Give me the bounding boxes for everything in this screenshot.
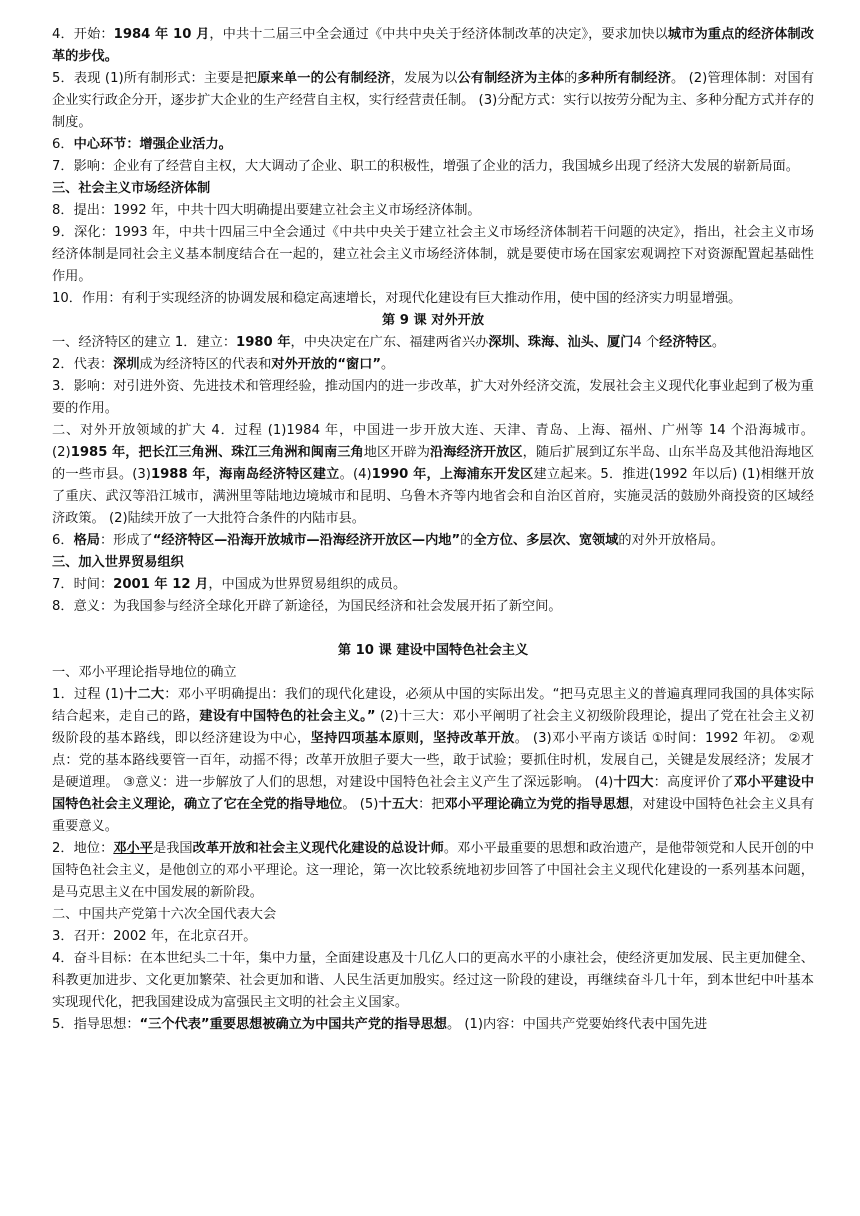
bold-text: 城市为重点的经济体制改革的步伐。 bbox=[52, 27, 814, 64]
text: 建立起来。5．推进(1992 年以后) (1)相继开放了重庆、武汉等沿江城市，满洲里等陆地边境城市和昆明、乌鲁木齐等内地省会和自治区首府，实施灵活的鼓励外商投资的区域经济政策。 (2)陆续开放了一大批符合条件的内陆市县。 bbox=[52, 467, 815, 526]
bold-text: 经济特区 bbox=[659, 335, 712, 350]
lesson-9-title bbox=[52, 310, 814, 332]
text: 。邓小平最重要的思想和政治遗产，是他带领党和人民开创的中国特色社会主义，是他创立的邓小平理论。这一理论，第一次比较系统地初步回答了中国社会主义现代化建设的一系列基本问题，是马克思主义在中国发展的新阶段。 bbox=[52, 841, 815, 900]
paragraph-7-time bbox=[52, 574, 814, 596]
text: 。 bbox=[711, 335, 726, 350]
text: 。 (2)管理体制：对国有企业实行政企分开，逐步扩大企业的生产经营自主权，实行经营责任制。 (3)分配方式：实行以按劳分配为主、多种分配方式并存的制度。 bbox=[52, 71, 815, 130]
text: 是我国 bbox=[152, 841, 193, 856]
text: 5．指导思想： bbox=[52, 1017, 140, 1032]
text: 2．地位： bbox=[52, 841, 114, 856]
bold-text: “经济特区—沿海开放城市—沿海经济开放区—内地” bbox=[152, 533, 461, 548]
bold-text: 邓小平建设中国特色社会主义理论，确立了它在全党的指导地位 bbox=[52, 775, 815, 812]
bold-text: 公有制经济为主体 bbox=[457, 71, 565, 86]
text: 4．开始： bbox=[52, 27, 114, 42]
text: 成为经济特区的代表和 bbox=[139, 357, 272, 372]
bold-text: 1984 年 10 月 bbox=[113, 27, 210, 42]
paragraph-6-center bbox=[52, 134, 814, 156]
text: 的 bbox=[460, 533, 474, 548]
paragraph-5-performance bbox=[52, 68, 814, 134]
bold-text: 十二大 bbox=[123, 687, 165, 702]
text: ，发展为以 bbox=[390, 71, 458, 86]
paragraph-3-influence: 3．影响：对引进外资、先进技术和管理经验，推动国内的进一步改革，扩大对外经济交流，发展社会主义现代化事业起到了极为重要的作用。 bbox=[52, 379, 814, 416]
paragraph-3-convening: 3．召开：2002 年，在北京召开。 bbox=[52, 929, 257, 944]
bold-text: 建设有中国特色的社会主义。” bbox=[199, 709, 376, 724]
paragraph-4-expansion bbox=[52, 420, 814, 530]
text: 4 个 bbox=[633, 335, 660, 350]
bold-text: 邓小平理论确立为党的指导思想 bbox=[444, 797, 630, 812]
bold-text: “三个代表”重要思想被确立为中国共产党的指导思想 bbox=[139, 1017, 447, 1032]
text: ：高度评价了 bbox=[653, 775, 734, 790]
paragraph-4-goal: 4．奋斗目标：在本世纪头二十年，集中力量，全面建设惠及十几亿人口的更高水平的小康社会，使经济更加发展、民主更加健全、科教更加进步、文化更加繁荣、社会更加和谐、人民生活更加殷实。经过这一阶段的建设，再继续奋斗几十年，到本世纪中叶基本实现现代化，把我国建设成为富强民主文明的社会主义国家。 bbox=[52, 951, 814, 1010]
text: ，随后扩展到辽东半岛、山东半岛及其他沿海地区的一些市县。(3) bbox=[52, 445, 815, 482]
bold-text: 十五大 bbox=[378, 797, 419, 812]
heading-text: 三、加入世界贸易组织 bbox=[52, 555, 184, 570]
bold-text: 沿海经济开放区 bbox=[429, 445, 523, 460]
text: 2．代表： bbox=[52, 357, 114, 372]
text: 5．表现 (1)所有制形式：主要是把 bbox=[52, 71, 258, 86]
paragraph-2-status bbox=[52, 838, 814, 904]
text: 一、经济特区的建立 1．建立： bbox=[52, 335, 237, 350]
text: 7．时间： bbox=[52, 577, 114, 592]
text: ：把 bbox=[418, 797, 445, 812]
text: 二、对外开放领域的扩大 4．过程 (1)1984 年，中国进一步开放大连、天津、青岛、上海、福州、广州等 14 个沿海城市。 (2) bbox=[52, 423, 814, 460]
underlined-bold-text: 邓小平 bbox=[113, 841, 153, 856]
section-heading bbox=[52, 552, 814, 574]
paragraph-5-guiding-thought bbox=[52, 1014, 814, 1036]
bold-text: 中心环节：增强企业活力。 bbox=[73, 137, 232, 152]
bold-text: 1988 年，海南岛经济特区建立 bbox=[150, 467, 340, 482]
bold-text: 2001 年 12 月 bbox=[113, 577, 209, 592]
text: 6． bbox=[52, 137, 74, 152]
text: 的对外开放格局。 bbox=[618, 533, 724, 548]
text: (2)十三大：邓小平阐明了社会主义初级阶段理论，提出了党在社会主义初级阶段的基本路线，即以经济建设为中心， bbox=[52, 709, 814, 746]
paragraph-8-proposal: 8．提出：1992 年，中共十四大明确提出要建立社会主义市场经济体制。 bbox=[52, 203, 481, 218]
paragraph-1-process bbox=[52, 684, 814, 838]
bold-text: 1990 年，上海浦东开发区 bbox=[371, 467, 534, 482]
text: ，中国成为世界贸易组织的成员。 bbox=[208, 577, 407, 592]
text: 。 bbox=[381, 357, 395, 372]
paragraph-8-significance: 8．意义：为我国参与经济全球化开辟了新途径，为国民经济和社会发展开拓了新空间。 bbox=[52, 599, 562, 614]
paragraph-4-start bbox=[52, 24, 814, 68]
bold-text: 深圳 bbox=[113, 357, 140, 372]
text: 。 (3)邓小平南方谈话 ①时间：1992 年初。 ②观点：党的基本路线要管一百年，动摇不得；改革开放胆子要大一些，敢于试验；要抓住时机，发展自己，关键是发展经济；发展才是硬道理。 ③意义：进一步解放了人们的思想，对建设中国特色社会主义产生了深远影响。 (4) bbox=[52, 731, 815, 790]
section-heading: 二、中国共产党第十六次全国代表大会 bbox=[52, 907, 277, 922]
text: ：邓小平明确提出：我们的现代化建设，必须从中国的实际出发。“把马克思主义的普遍真理同我国的具体实际结合起来，走自己的路， bbox=[52, 687, 814, 724]
paragraph-7-impact: 7．影响：企业有了经营自主权，大大调动了企业、职工的积极性，增强了企业的活力，我国城乡出现了经济大发展的崭新局面。 bbox=[52, 159, 799, 174]
bold-text: 多种所有制经济 bbox=[577, 71, 671, 86]
paragraph-9-deepening: 9．深化：1993 年，中共十四届三中全会通过《中共中央关于建立社会主义市场经济体制若干问题的决定》，指出，社会主义市场经济体制是同社会主义基本制度结合在一起的，建立社会主义市场经济体制，就是要使市场在国家宏观调控下对资源配置起基础性作用。 bbox=[52, 225, 814, 284]
heading-text: 三、社会主义市场经济体制 bbox=[52, 181, 211, 196]
title-text: 第 9 课 对外开放 bbox=[381, 313, 485, 328]
section-heading: 一、邓小平理论指导地位的确立 bbox=[52, 665, 237, 680]
bold-text: 格局 bbox=[73, 533, 100, 548]
text: 。 (1)内容：中国共产党要始终代表中国先进 bbox=[446, 1017, 708, 1032]
bold-text: 1985 年，把长江三角洲、珠江三角洲和闽南三角 bbox=[70, 445, 364, 460]
text: ，中央决定在广东、福建两省兴办 bbox=[290, 335, 489, 350]
text: 1．过程 (1) bbox=[52, 687, 124, 702]
bold-text: 1980 年 bbox=[236, 335, 291, 350]
paragraph-2-representative bbox=[52, 354, 814, 376]
text: 。 (5) bbox=[342, 797, 379, 812]
section-heading bbox=[52, 178, 814, 200]
text: 的 bbox=[564, 71, 578, 86]
text: ：形成了 bbox=[99, 533, 153, 548]
text: 。(4) bbox=[339, 467, 372, 482]
spacer bbox=[52, 618, 814, 640]
bold-text: 原来单一的公有制经济 bbox=[257, 71, 391, 86]
bold-text: 十四大 bbox=[613, 775, 654, 790]
bold-text: 坚持四项基本原则，坚持改革开放 bbox=[310, 731, 515, 746]
paragraph-6-pattern bbox=[52, 530, 814, 552]
text: ，对建设中国特色社会主义具有重要意义。 bbox=[52, 797, 815, 834]
bold-text: 深圳、珠海、汕头、厦门 bbox=[488, 335, 634, 350]
text: ，中共十二届三中全会通过《中共中央关于经济体制改革的决定》，要求加快以 bbox=[209, 27, 668, 42]
title-text: 第 10 课 建设中国特色社会主义 bbox=[337, 643, 529, 658]
bold-text: 对外开放的“窗口” bbox=[271, 357, 382, 372]
bold-text: 改革开放和社会主义现代化建设的总设计师 bbox=[192, 841, 444, 856]
text: 地区开辟为 bbox=[363, 445, 430, 460]
bold-text: 全方位、多层次、宽领域 bbox=[473, 533, 619, 548]
paragraph-1-sez bbox=[52, 332, 814, 354]
lesson-10-title bbox=[52, 640, 814, 662]
text: 6． bbox=[52, 533, 74, 548]
paragraph-10-effect: 10．作用：有利于实现经济的协调发展和稳定高速增长，对现代化建设有巨大推动作用，使中国的经济实力明显增强。 bbox=[52, 291, 742, 306]
